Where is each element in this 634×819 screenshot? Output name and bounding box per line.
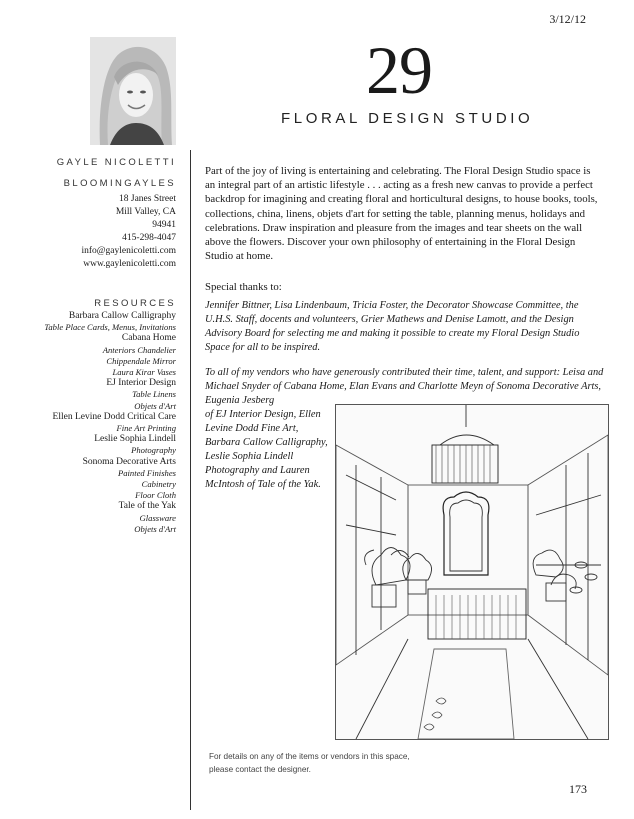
special-thanks-heading: Special thanks to:: [205, 281, 282, 293]
resource-item: Objets d'Art: [134, 523, 176, 534]
resource-vendor: Tale of the Yak: [118, 501, 176, 512]
footnote: [209, 751, 410, 776]
column-divider: [190, 150, 191, 810]
designer-name: GAYLE NICOLETTI: [56, 157, 176, 168]
footnote-line: please contact the designer.: [209, 764, 311, 774]
vendor-thanks-paragraph: To all of my vendors who have generously contributed their time, talent, and support: Leisa and Michael Snyder of Cabana Home, Elan Evans and Charlotte Meyn of Sonoma Decorative Arts, Eugenia Jesberg: [205, 367, 604, 406]
room-sketch: [335, 404, 609, 740]
special-thanks-paragraph: Jennifer Bittner, Lisa Lindenbaum, Tricia Foster, the Decorator Showcase Committee, the U.H.S. Staff, docents and volunteers, Grier Mathews and Denise Lamott, and the Design Advisory Board for selecting me and making it possible to create my Floral Design Studio Space for all to be inspired.: [205, 300, 580, 353]
company-name: BLOOMINGAYLES: [63, 178, 176, 189]
resource-item: Laura Kirar Vases: [112, 367, 176, 378]
resource-vendor: Cabana Home: [121, 333, 176, 344]
designer-photo: [90, 37, 176, 145]
resource-vendor: Barbara Callow Calligraphy: [68, 311, 176, 321]
website: www.gaylenicoletti.com: [83, 259, 176, 269]
resource-vendor: Ellen Levine Dodd Critical Care: [52, 411, 176, 422]
resources-heading: RESOURCES: [94, 298, 176, 309]
resource-item: Anteriors Chandelier: [102, 344, 176, 355]
resource-item: Objets d'Art: [134, 400, 176, 411]
print-date: 3/12/12: [549, 12, 586, 26]
resource-vendor: Sonoma Decorative Arts: [82, 456, 176, 467]
resource-item: Floor Cloth: [135, 490, 176, 501]
space-title: FLORAL DESIGN STUDIO: [281, 110, 534, 127]
intro-paragraph: Part of the joy of living is entertaining and celebrating. The Floral Design Studio space is an integral part of an artistic lifestyle . . . acting as a fresh new canvas to provide a perfect backdrop for imagining and creating floral and horticultural designs, to house books, tools, collections, china, linens, objets d'art for setting the table, planning menus, holidays and celebrations. Draw inspiration and pleasure from the images and tear sheets on the wall above the flowers. Discover your own philosophy of entertaining in the Floral Design Studio at home.: [205, 165, 598, 263]
resource-item: Photography: [131, 445, 176, 456]
resource-item: Chippendale Mirror: [106, 355, 176, 366]
floral-studio-sketch: [336, 405, 608, 739]
address-street: 18 Janes Street: [119, 194, 176, 204]
page-number: 173: [569, 782, 587, 796]
resource-item: Table Place Cards, Menus, Invitations: [44, 322, 176, 333]
resource-item: Painted Finishes: [118, 467, 176, 478]
space-number: 29: [366, 32, 432, 108]
email-address: info@gaylenicoletti.com: [81, 246, 176, 256]
resource-vendor: EJ Interior Design: [106, 378, 176, 389]
resource-item: Table Linens: [132, 389, 176, 400]
vendor-thanks-continued: of EJ Interior Design, Ellen Levine Dodd Fine Art, Barbara Callow Calligraphy, Leslie Sophia Lindell Photography and Lauren McIntosh of Tale of the Yak.: [205, 409, 328, 490]
resources-list: [44, 311, 176, 535]
resource-item: Fine Art Printing: [116, 423, 176, 434]
address-city: Mill Valley, CA: [115, 207, 176, 217]
resource-item: Glassware: [139, 512, 176, 523]
resource-vendor: Leslie Sophia Lindell: [94, 434, 176, 445]
phone-number: 415-298-4047: [122, 233, 176, 243]
contact-block: [82, 193, 177, 271]
footnote-line: For details on any of the items or vendors in this space,: [209, 752, 410, 761]
address-zip: 94941: [152, 220, 176, 230]
resource-item: Cabinetry: [141, 479, 176, 490]
portrait-image: [90, 37, 176, 145]
